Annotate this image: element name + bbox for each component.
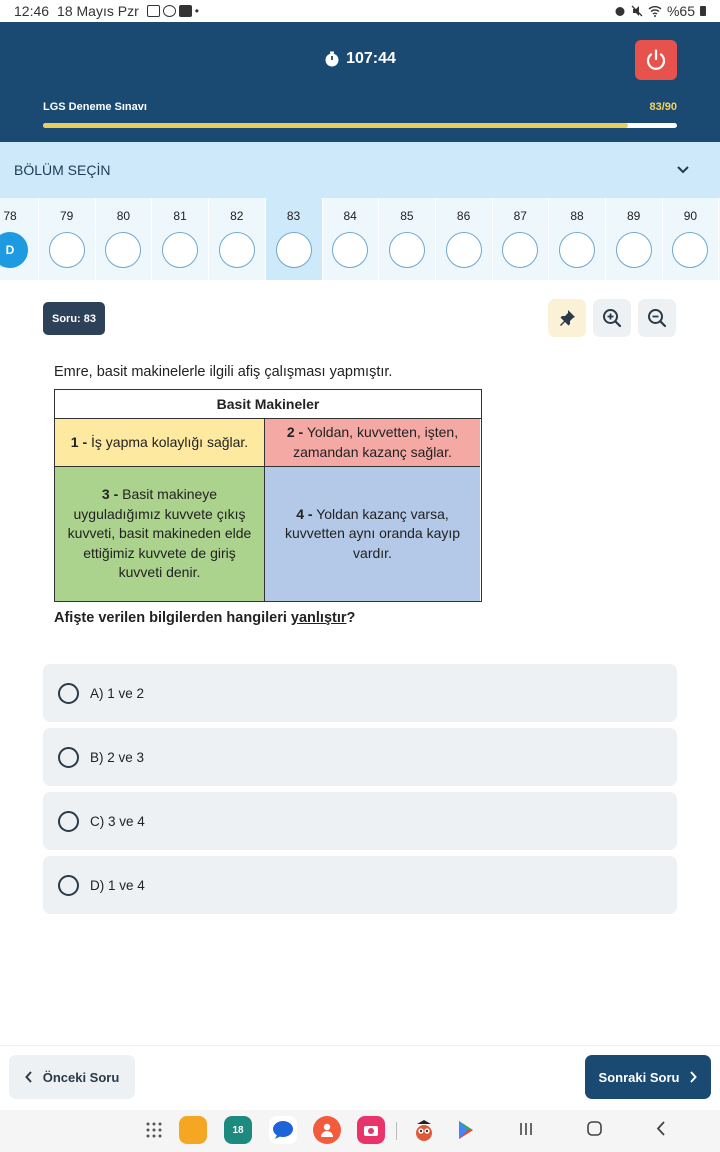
recent-apps-icon: [519, 1122, 533, 1136]
exam-header: [0, 22, 720, 142]
question-nav-answer-circle[interactable]: [49, 232, 85, 268]
home-icon: [587, 1121, 602, 1136]
question-navigator: [0, 198, 720, 280]
question-prompt-prefix: Afişte verilen bilgilerden hangileri: [54, 610, 291, 626]
option-a[interactable]: [43, 664, 677, 722]
option-c[interactable]: [43, 792, 677, 850]
timer: [0, 50, 720, 68]
chevron-left-icon: [25, 1071, 33, 1083]
battery-percent: %65: [666, 3, 695, 19]
app-drawer-icon[interactable]: [146, 1122, 162, 1138]
recent-apps-button[interactable]: [519, 1120, 533, 1141]
notification-icon: [179, 5, 192, 17]
radio-button[interactable]: [58, 683, 79, 704]
question-nav-answer-circle[interactable]: [559, 232, 595, 268]
question-stem: Emre, basit makinelerle ilgili afiş çalışması yapmıştır.: [54, 364, 393, 380]
question-prompt-emphasis: yanlıştır: [290, 610, 347, 626]
option-d-text: 1 ve 4: [108, 877, 145, 893]
option-b[interactable]: [43, 728, 677, 786]
status-date: 18 Mayıs Pzr: [57, 3, 139, 19]
zoom-in-button[interactable]: [593, 299, 631, 337]
messages-app-icon[interactable]: [269, 1116, 297, 1144]
poster-item-3: [55, 467, 265, 601]
question-nav-item[interactable]: [492, 198, 549, 280]
mute-icon: [631, 5, 643, 17]
question-nav-answer-circle[interactable]: [219, 232, 255, 268]
question-nav-number: 86: [456, 209, 471, 223]
question-nav-item[interactable]: [266, 198, 323, 280]
question-nav-answer-circle[interactable]: [162, 232, 198, 268]
whatsapp-icon: [163, 5, 176, 17]
play-store-icon[interactable]: [452, 1116, 480, 1144]
calendar-day: 18: [232, 1124, 244, 1136]
chevron-down-icon: [676, 165, 690, 175]
alarm-icon: [614, 5, 626, 17]
stopwatch-icon: [324, 51, 340, 67]
exam-progress-bar: [43, 123, 677, 128]
poster-item-4: [265, 467, 480, 601]
poster-item-4-text: Yoldan kazanç varsa, kuvvetten aynı oranda kayıp vardır.: [284, 505, 461, 561]
wifi-icon: [648, 5, 662, 17]
option-b-label: B): [90, 749, 104, 765]
section-select-label: BÖLÜM SEÇİN: [14, 162, 111, 178]
timer-value: 107:44: [346, 50, 396, 67]
play-icon: [457, 1120, 475, 1140]
option-d-label: D): [90, 877, 105, 893]
question-nav-number: 87: [513, 209, 527, 223]
question-nav-item[interactable]: [606, 198, 663, 280]
question-nav-answer-circle[interactable]: [672, 232, 708, 268]
question-nav-number: 88: [570, 209, 584, 223]
question-nav-answer-circle[interactable]: [389, 232, 425, 268]
option-a-text: 1 ve 2: [107, 685, 145, 701]
poster-item-2-text: Yoldan, kuvvetten, işten, zamandan kazanç sağlar.: [293, 423, 459, 460]
previous-question-label: Önceki Soru: [42, 1069, 120, 1085]
poster-item-1: [55, 419, 265, 467]
camera-app-icon[interactable]: [357, 1116, 385, 1144]
question-nav-item[interactable]: [662, 198, 719, 280]
radio-button[interactable]: [58, 811, 79, 832]
question-nav-item[interactable]: [95, 198, 152, 280]
next-question-label: Sonraki Soru: [598, 1069, 680, 1085]
question-nav-item[interactable]: [152, 198, 209, 280]
pin-icon: [558, 309, 576, 327]
poster-item-2: [265, 419, 480, 467]
poster-item-3-text: Basit makineye uyguladığımız kuvvete çıkış kuvveti, basit makineden elde ettiğimiz kuvvete de giriş kuvveti denir.: [67, 486, 252, 581]
question-nav-answer-circle[interactable]: [446, 232, 482, 268]
chevron-right-icon: [689, 1071, 697, 1083]
exam-progress-text: 83/90: [649, 101, 677, 113]
question-nav-number: 83: [286, 209, 301, 223]
question-nav-answer-circle[interactable]: [616, 232, 652, 268]
poster-item-3-num: 3 -: [101, 486, 119, 503]
question-prompt: [54, 610, 355, 626]
system-navigation-bar: [0, 1110, 720, 1152]
camera-icon: [363, 1123, 379, 1137]
more-notifications-dot: •: [194, 4, 199, 18]
question-nav-number: 80: [116, 209, 131, 223]
exam-title: LGS Deneme Sınavı: [43, 101, 147, 113]
power-icon: [644, 48, 668, 72]
option-d[interactable]: [43, 856, 677, 914]
option-c-text: 3 ve 4: [108, 813, 145, 829]
question-nav-number: 82: [230, 209, 244, 223]
dock-divider: [396, 1122, 397, 1140]
radio-button[interactable]: [58, 747, 79, 768]
exit-exam-button[interactable]: [635, 40, 677, 80]
question-nav-item[interactable]: [209, 198, 266, 280]
status-time: 12:46: [14, 3, 50, 19]
zoom-in-icon: [602, 308, 622, 328]
question-nav-item[interactable]: [39, 198, 96, 280]
next-question-button[interactable]: [585, 1055, 711, 1099]
question-nav-number: 81: [173, 209, 187, 223]
person-icon: [319, 1122, 335, 1138]
question-nav-answer-circle[interactable]: [105, 232, 141, 268]
question-nav-number: 85: [400, 209, 414, 223]
question-nav-number: 84: [343, 209, 357, 223]
question-prompt-suffix: ?: [346, 610, 356, 626]
back-icon: [656, 1121, 666, 1136]
question-nav-number: 90: [683, 209, 698, 223]
question-nav-number: 89: [627, 209, 641, 223]
question-number-badge: Soru: 83: [43, 302, 105, 335]
option-b-text: 2 ve 3: [107, 749, 145, 765]
calendar-app-icon[interactable]: [224, 1116, 252, 1144]
poster-item-4-num: 4 -: [296, 505, 313, 522]
question-nav-number: 79: [60, 209, 74, 223]
question-nav-item[interactable]: [436, 198, 493, 280]
simple-machines-poster: [54, 389, 482, 602]
battery-icon: [700, 6, 706, 16]
section-select[interactable]: [0, 142, 720, 198]
home-button[interactable]: [587, 1120, 602, 1141]
zoom-out-button[interactable]: [638, 299, 676, 337]
chat-icon: [272, 1120, 294, 1140]
question-nav-item[interactable]: [322, 198, 379, 280]
question-nav-answer-circle[interactable]: [276, 232, 312, 268]
previous-question-button[interactable]: [9, 1055, 135, 1099]
zoom-out-icon: [647, 308, 667, 328]
exam-progress-fill: [43, 123, 628, 128]
question-nav-answer-circle[interactable]: [502, 232, 538, 268]
owl-app-icon[interactable]: [410, 1116, 438, 1144]
radio-button[interactable]: [58, 875, 79, 896]
question-nav-item[interactable]: [549, 198, 606, 280]
question-nav-item[interactable]: [0, 198, 39, 280]
question-nav-answer-circle[interactable]: [332, 232, 368, 268]
option-a-label: A): [90, 685, 104, 701]
question-nav-answer-circle[interactable]: D: [0, 232, 28, 268]
option-c-label: C): [90, 813, 105, 829]
pin-question-button[interactable]: [548, 299, 586, 337]
status-bar: [0, 0, 720, 22]
gallery-icon: [147, 5, 160, 17]
poster-item-1-text: İş yapma kolaylığı sağlar.: [91, 433, 249, 450]
files-app-icon[interactable]: [179, 1116, 207, 1144]
question-nav-number: 78: [3, 209, 17, 223]
poster-title: Basit Makineler: [55, 390, 481, 419]
contacts-app-icon[interactable]: [313, 1116, 341, 1144]
question-nav-item[interactable]: [379, 198, 436, 280]
owl-icon: [413, 1118, 435, 1142]
poster-item-2-num: 2 -: [286, 423, 304, 440]
back-button[interactable]: [656, 1120, 666, 1141]
poster-item-1-num: 1 -: [70, 433, 88, 450]
